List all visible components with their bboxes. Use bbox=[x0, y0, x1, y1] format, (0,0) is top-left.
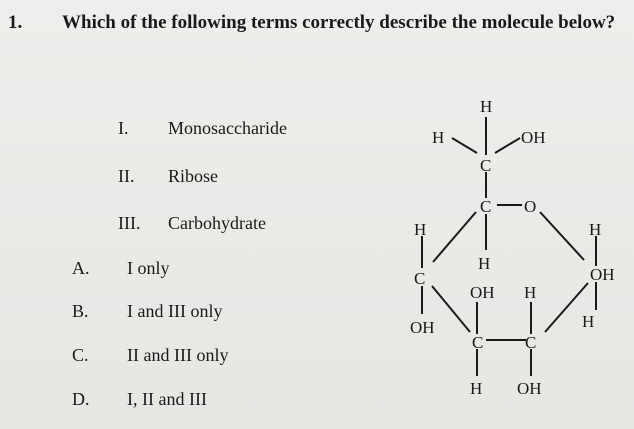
statement-numeral: II. bbox=[118, 166, 135, 186]
atom-label: OH bbox=[590, 265, 615, 284]
statement-text: Monosaccharide bbox=[168, 118, 287, 138]
statement-text: Carbohydrate bbox=[168, 213, 266, 233]
atom-label: OH bbox=[517, 379, 542, 398]
bond bbox=[495, 138, 520, 153]
option-text: II and III only bbox=[127, 345, 229, 365]
atom-label: H bbox=[470, 379, 483, 398]
atom-label: H bbox=[524, 283, 537, 302]
question-text: Which of the following terms correctly describe the molecule below? bbox=[62, 12, 616, 33]
atom-label: OH bbox=[470, 283, 495, 302]
option-letter: C. bbox=[72, 345, 89, 365]
bond bbox=[432, 286, 470, 332]
atom-label: C bbox=[525, 333, 537, 352]
question-number: 1. bbox=[8, 12, 23, 33]
atom-label: H bbox=[480, 97, 493, 116]
atom-label: OH bbox=[521, 128, 546, 147]
atom-label: C bbox=[472, 333, 484, 352]
atom-label: OH bbox=[410, 318, 435, 337]
statement-numeral: I. bbox=[118, 118, 129, 138]
option-text: I and III only bbox=[127, 301, 223, 321]
option-letter: D. bbox=[72, 389, 90, 409]
atom-label: C bbox=[480, 197, 492, 216]
atom-label: H bbox=[582, 312, 595, 331]
statement-text: Ribose bbox=[168, 166, 219, 186]
bond bbox=[540, 212, 584, 260]
atom-label: H bbox=[414, 220, 427, 239]
option-letter: A. bbox=[72, 258, 90, 278]
option-text: I only bbox=[127, 258, 170, 278]
option-text: I, II and III bbox=[127, 389, 207, 409]
bond bbox=[433, 212, 476, 262]
bond bbox=[452, 138, 477, 153]
statement-numeral: III. bbox=[118, 213, 141, 233]
atom-label: C bbox=[480, 156, 492, 175]
atom-label: H bbox=[432, 128, 445, 147]
atom-label: H bbox=[478, 254, 491, 273]
atom-label: C bbox=[414, 269, 426, 288]
atom-label: O bbox=[524, 197, 537, 216]
option-letter: B. bbox=[72, 301, 89, 321]
atom-label: H bbox=[589, 220, 602, 239]
